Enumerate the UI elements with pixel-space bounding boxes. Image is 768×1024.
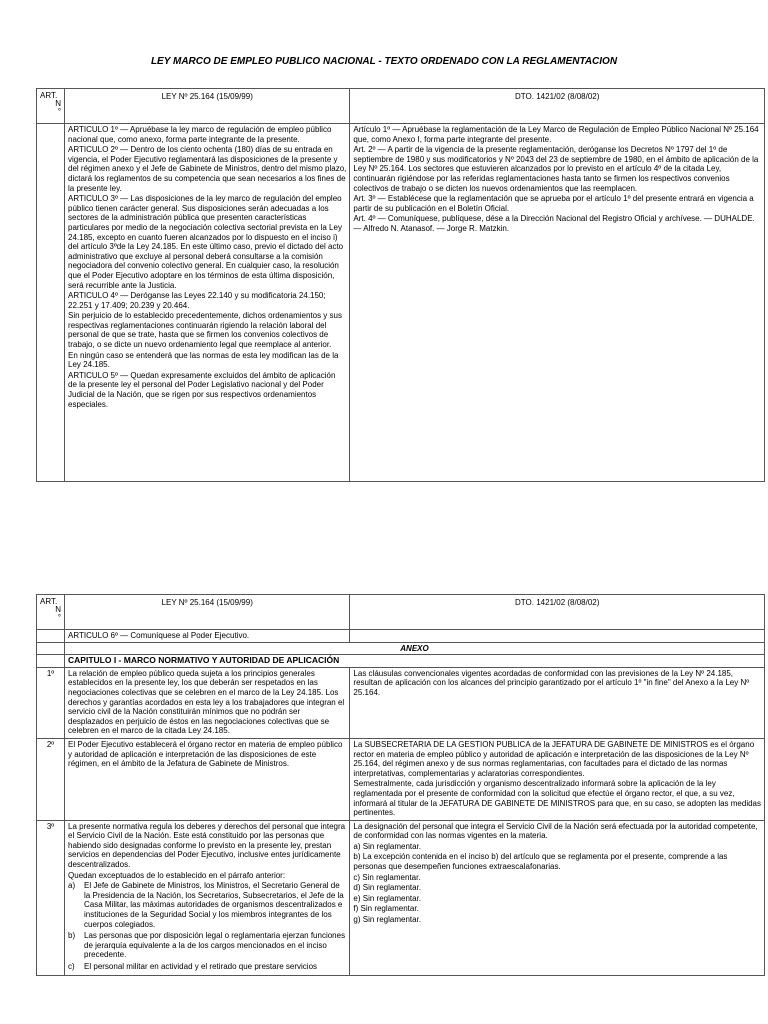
ley-header: LEY Nº 25.164 (15/09/99) (65, 89, 350, 124)
table-header-row (37, 595, 765, 630)
table-row (37, 124, 765, 482)
dto-header: DTO. 1421/02 (8/08/02) (350, 595, 765, 630)
ley-text-cell: La presente normativa regula los deberes y derechos del personal que integra el Servicio Civil de la Nación. Este está constituido por las personas que habiendo sido designadas conforme lo previsto en la presente ley, prestan servicios en dependencias del Poder Ejecutivo, inclusive entes jurídicamente descentralizados. Quedan exceptuados de lo establecido en el párrafo anterior: a) El Jefe de Gabinete de Ministros, los Ministros, el Secretario General de la Presidencia de la Nación, los Secretarios, Subsecretarios, el Jefe de la Casa Militar, las máximas autoridades de organismos descentralizados e instituciones de la Seguridad Social y los miembros integrantes de los cuerpos colegiados. b) Las personas que por disposición legal o reglamentaria ejerzan funciones de jerarquía equivalente a la de los cargos mencionados en el inciso precedente. c) El personal militar en actividad y el retirado que prestare servicios (65, 820, 350, 975)
list-item: b) Las personas que por disposición legal o reglamentaria ejerzan funciones de jerarquía equivalente a la de los cargos mencionados en el inciso precedente. (68, 931, 346, 960)
art-number-cell (37, 124, 65, 482)
dto-text-cell: Las cláusulas convencionales vigentes acordadas de conformidad con las previsiones de la Ley Nº 24.185, resultan de aplicación con los alcances del principio garantizado por el artículo 1º "in fine" del Anexo a la Ley Nº 25.164. (350, 667, 765, 738)
ley-text-cell: El Poder Ejecutivo establecerá el órgano rector en materia de empleo público y autoridad de aplicación e interpretación de las disposiciones de este régimen, en el ámbito de la Jefatura de Gabinete de Ministros. (65, 738, 350, 820)
anexo-heading: ANEXO (65, 642, 765, 655)
dto-header: DTO. 1421/02 (8/08/02) (350, 89, 765, 124)
list-item: c) El personal militar en actividad y el retirado que prestare servicios (68, 962, 318, 971)
anexo-row (37, 642, 765, 655)
table-row (37, 738, 765, 820)
list-item: a) El Jefe de Gabinete de Ministros, los Ministros, el Secretario General de la Presidencia de la Nación, los Secretarios, Subsecretarios, el Jefe de la Casa Militar, las máximas autoridades de organismos descentralizados e instituciones de la Seguridad Social y los miembros integrantes de los cuerpos colegiados. (68, 881, 344, 929)
chapter-heading: CAPITULO I - MARCO NORMATIVO Y AUTORIDAD DE APLICACIÓN (65, 655, 765, 668)
article-6-cell: ARTICULO 6º — Comuníquese al Poder Ejecutivo. (65, 630, 350, 643)
ley-text-cell: ARTICULO 1º — Apruébase la ley marco de regulación de empleo público nacional que, como anexo, forma parte integrante de la presente. ARTICULO 2º — Dentro de los ciento ochenta (180) días de su entrada en vigencia, el Poder Ejecutivo reglamentará las disposiciones de la presente y del régimen anexo y el Jefe de Gabinete de Ministros, dentro del mismo plazo, dictará los reglamentos de su competencia que sean necesarios a los fines de la presente ley. ARTICULO 3º — Las disposiciones de la ley marco de regulación del empleo público tienen carácter general. Sus disposiciones serán adecuadas a los sectores de la administración pública que presenten características particulares por medio de la negociación colectiva sectorial prevista en la Ley 24.185, excepto en cuanto fueren alcanzados por lo dispuesto en el inciso i) del artículo 3ºde la Ley 24.185. En este último caso, previo el dictado del acto administrativo que excluye al personal deberá consultarse a la comisión negociadora del convenio colectivo general. En cualquier caso, la resolución que el Poder Ejecutivo adoptare en los términos de esta última disposición, será recurrible ante la Justicia. ARTICULO 4º — Deróganse las Leyes 22.140 y su modificatoria 24.150; 22.251 y 17.409; 20.239 y 20.464. Sin perjuicio de lo establecido precedentemente, dichos ordenamientos y sus respectivas reglamentaciones continuarán rigiendo la relación laboral del personal de que se trate, hasta que se firmen los convenios colectivos de trabajo, o se dicte un nuevo ordenamiento legal que reemplace al anterior. En ningún caso se entenderá que las normas de esta ley modifican las de la Ley 24.185. ARTICULO 5º — Quedan expresamente excluidos del ámbito de aplicación de la presente ley el personal del Poder Legislativo nacional y del Poder Judicial de la Nación, que se rigen por sus respectivos ordenamientos especiales. (65, 124, 350, 482)
table-row (37, 820, 765, 975)
art-number-cell: 3º (37, 820, 65, 975)
dto-text-cell: Artículo 1º — Apruébase la reglamentación de la Ley Marco de Regulación de Empleo Público Nacional Nº 25.164 que, como Anexo I, forma parte integrante del presente. Art. 2º — A partir de la vigencia de la presente reglamentación, deróganse los Decretos Nº 1797 del 1º de septiembre de 1980 y sus modificatorios y Nº 2043 del 23 de septiembre de 1980, en el ámbito de aplicación de la Ley Nº 25.164. Los sectores que estuvieren alcanzados por lo previsto en el artículo 4º de la citada Ley, continuarán rigiéndose por las referidas reglamentaciones hasta tanto se firmen los respectivos convenios colectivos de trabajo o se dicten los nuevos ordenamientos que las reemplacen. Art. 3º — Establécese que la reglamentación que se aprueba por el artículo 1º del presente entrará en vigencia a partir de su publicación en el Boletín Oficial. Art. 4º — Comuníquese, publíquese, dése a la Dirección Nacional del Registro Oficial y archívese. — DUHALDE. — Alfredo N. Atanasof. — Jorge R. Matzkin. (350, 124, 765, 482)
art-number-cell: 2º (37, 738, 65, 820)
table-row (37, 630, 765, 643)
dto-text-cell: La designación del personal que integra el Servicio Civil de la Nación será efectuada por la autoridad competente, de conformidad con las normas vigentes en la materia. a) Sin reglamentar. b) La excepción contenida en el inciso b) del artículo que se reglamenta por el presente, comprende a las personas que desempeñen funciones extraescalafonarias. c) Sin reglamentar. d) Sin reglamentar. e) Sin reglamentar. f) Sin reglamentar. g) Sin reglamentar. (350, 820, 765, 975)
ley-header: LEY Nº 25.164 (15/09/99) (65, 595, 350, 630)
chapter-row (37, 655, 765, 668)
art-number-header: ART. N ° (37, 595, 65, 630)
table-header-row (37, 89, 765, 124)
art-number-cell: 1º (37, 667, 65, 738)
dto-text-cell: La SUBSECRETARIA DE LA GESTION PUBLICA de la JEFATURA DE GABINETE DE MINISTROS es el órgano rector en materia de empleo público y autoridad de aplicación e interpretación de las disposiciones de la Ley Nº 25.164, del régimen anexo y de sus normas reglamentarias, con facultades para el dictado de las normas interpretativas, complementarias y aclaratorias correspondientes. Semestralmente, cada jurisdicción y organismo descentralizado informará sobre la aplicación de la ley reglamentada por el presente de conformidad con la solicitud que efectúe el órgano rector, el que, a su vez, informará al titular de la JEFATURA DE GABINETE DE MINISTROS para que, en su caso, se adopten las medidas pertinentes. (350, 738, 765, 820)
ley-text-cell: La relación de empleo público queda sujeta a los principios generales establecidos en la presente ley, los que deberán ser respetados en las negociaciones colectivas que se celebren en el marco de la Ley 24.185. Los derechos y garantías acordados en esta ley a los trabajadores que integran el servicio civil de la Nación constituirán mínimos que no podrán ser desplazados en perjuicio de éstos en las negociaciones colectivas que se celebren en el marco de la citada Ley 24.185. (65, 667, 350, 738)
document-title: LEY MARCO DE EMPLEO PUBLICO NACIONAL - TEXTO ORDENADO CON LA REGLAMENTACION (150, 56, 618, 67)
exceptions-list (68, 881, 346, 971)
articles-table-2 (36, 594, 765, 976)
table-row (37, 667, 765, 738)
articles-table-1 (36, 88, 765, 482)
art-number-header: ART. N ° (37, 89, 65, 124)
